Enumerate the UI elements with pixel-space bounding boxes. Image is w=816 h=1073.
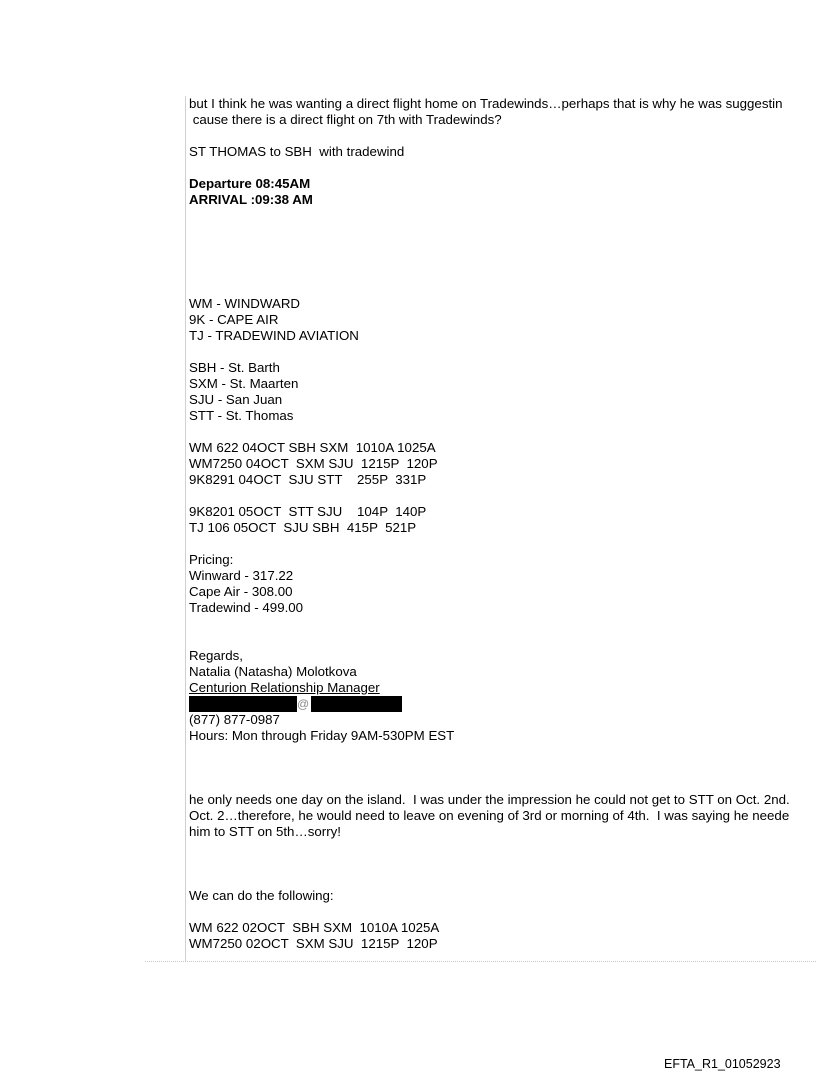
flight-segment: WM7250 04OCT SXM SJU 1215P 120P bbox=[189, 456, 438, 471]
airline-code: TJ - TRADEWIND AVIATION bbox=[189, 328, 359, 343]
email-at-sign: @ bbox=[297, 697, 310, 711]
signature-hours: Hours: Mon through Friday 9AM-530PM EST bbox=[189, 728, 455, 743]
flight-segment: 9K8201 05OCT STT SJU 104P 140P bbox=[189, 504, 427, 519]
signature-title: Centurion Relationship Manager bbox=[189, 680, 380, 695]
quote-bar bbox=[185, 96, 186, 961]
signature-name: Natalia (Natasha) Molotkova bbox=[189, 664, 357, 679]
airline-code: WM - WINDWARD bbox=[189, 296, 301, 311]
signature-regards: Regards, bbox=[189, 648, 243, 663]
route-line: ST THOMAS to SBH with tradewind bbox=[189, 144, 405, 159]
body-text-line: he only needs one day on the island. I was under the impression he could not get to STT on Oct. 2nd. bbox=[189, 792, 790, 807]
email-body bbox=[189, 96, 816, 952]
airport-code: SJU - San Juan bbox=[189, 392, 283, 407]
body-text-line: cause there is a direct flight on 7th with Tradewinds? bbox=[189, 112, 502, 127]
pricing-heading: Pricing: bbox=[189, 552, 234, 567]
body-text-line: him to STT on 5th…sorry! bbox=[189, 824, 341, 839]
airline-code: 9K - CAPE AIR bbox=[189, 312, 279, 327]
flight-segment: TJ 106 05OCT SJU SBH 415P 521P bbox=[189, 520, 417, 535]
redaction-box bbox=[189, 696, 297, 712]
flight-segment: WM 622 04OCT SBH SXM 1010A 1025A bbox=[189, 440, 436, 455]
pricing-item: Cape Air - 308.00 bbox=[189, 584, 293, 599]
body-text-line: but I think he was wanting a direct flight home on Tradewinds…perhaps that is why he was suggestin bbox=[189, 96, 783, 111]
arrival-time: ARRIVAL :09:38 AM bbox=[189, 192, 313, 207]
pricing-item: Winward - 317.22 bbox=[189, 568, 294, 583]
signature-email bbox=[189, 696, 816, 712]
followup-intro: We can do the following: bbox=[189, 888, 334, 903]
pricing-item: Tradewind - 499.00 bbox=[189, 600, 304, 615]
flight-segment: WM7250 02OCT SXM SJU 1215P 120P bbox=[189, 936, 438, 951]
redaction-box bbox=[311, 696, 402, 712]
airport-code: SBH - St. Barth bbox=[189, 360, 280, 375]
flight-segment: 9K8291 04OCT SJU STT 255P 331P bbox=[189, 472, 427, 487]
departure-time: Departure 08:45AM bbox=[189, 176, 311, 191]
flight-segment: WM 622 02OCT SBH SXM 1010A 1025A bbox=[189, 920, 440, 935]
airport-code: SXM - St. Maarten bbox=[189, 376, 299, 391]
signature-phone: (877) 877-0987 bbox=[189, 712, 280, 727]
body-text-line: Oct. 2…therefore, he would need to leave on evening of 3rd or morning of 4th. I was saying he neede bbox=[189, 808, 790, 823]
airport-code: STT - St. Thomas bbox=[189, 408, 294, 423]
document-id: EFTA_R1_01052923 bbox=[664, 1057, 781, 1071]
